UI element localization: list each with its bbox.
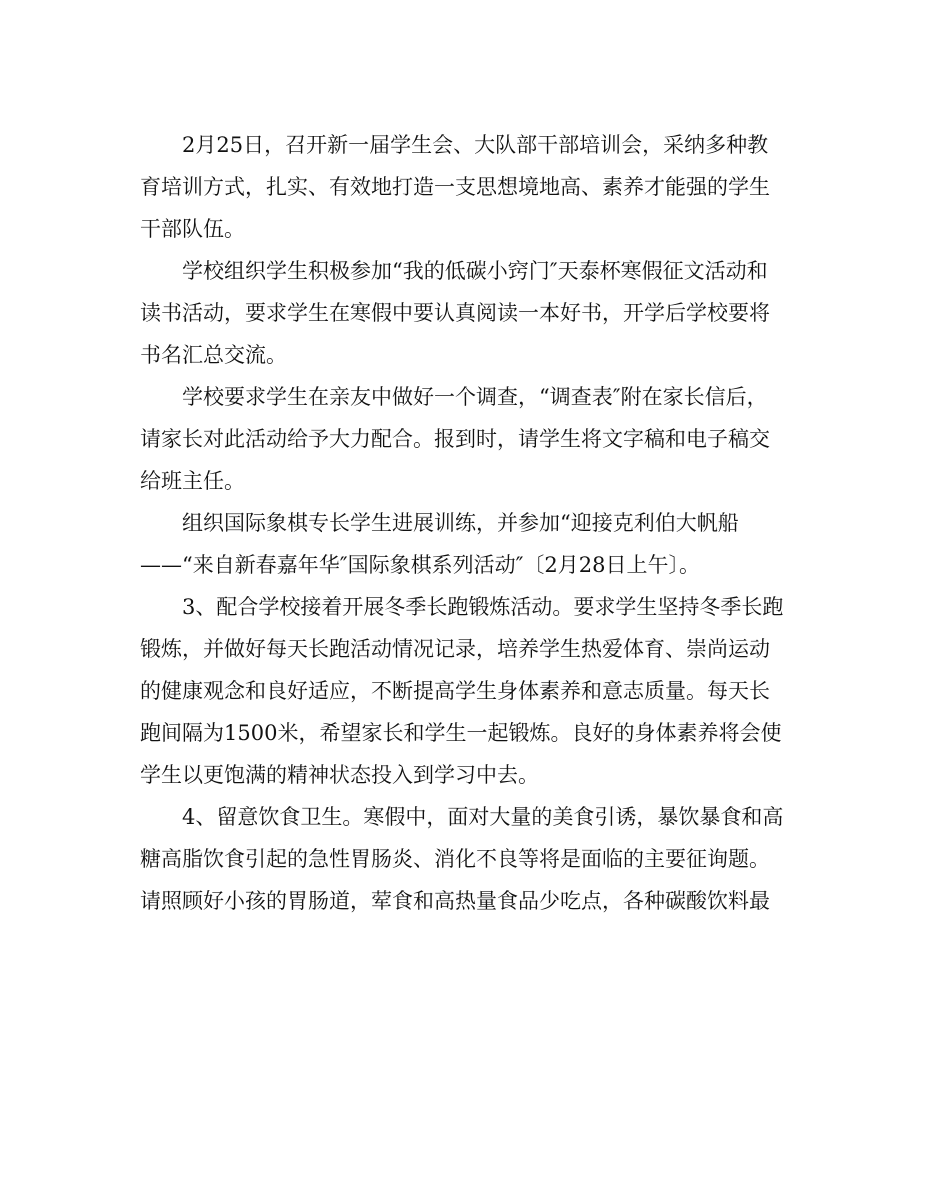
text-line: 锻炼，并做好每天长跑活动情况记录，培养学生热爱体育、崇尚运动 [140,637,770,661]
text-line: 4、留意饮食卫生。寒假中，面对大量的美食引诱，暴饮暴食和高 [182,805,784,829]
paragraph-essay-contest [140,250,810,376]
text-line: 跑间隔为1500米，希望家长和学生一起锻炼。良好的身体素养将会使 [140,721,782,745]
text-line: 组织国际象棋专长学生进展训练，并参加“迎接克利伯大帆船 [182,511,739,535]
paragraph-chess-activity [140,502,810,586]
text-line: 书名汇总交流。 [140,343,287,367]
text-line: ——“来自新春嘉年华″国际象棋系列活动″〔2月28日上午〕。 [140,553,701,577]
text-line: 给班主任。 [140,469,245,493]
text-line: 学生以更饱满的精神状态投入到学习中去。 [140,763,539,787]
text-line: 糖高脂饮食引起的急性胃肠炎、消化不良等将是面临的主要征询题。 [140,847,770,871]
document-body [140,124,810,922]
text-line: 读书活动，要求学生在寒假中要认真阅读一本好书，开学后学校要将 [140,301,770,325]
text-line: 干部队伍。 [140,217,245,241]
text-line: 2月25日，召开新一届学生会、大队部干部培训会，采纳多种教 [182,133,769,157]
text-line: 的健康观念和良好适应，不断提高学生身体素养和意志质量。每天长 [140,679,770,703]
text-line: 请家长对此活动给予大力配合。报到时，请学生将文字稿和电子稿交 [140,427,770,451]
text-line: 请照顾好小孩的胃肠道，荤食和高热量食品少吃点，各种碳酸饮料最 [140,889,770,913]
paragraph-cadre-training [140,124,810,250]
text-line: 育培训方式，扎实、有效地打造一支思想境地高、素养才能强的学生 [140,175,770,199]
paragraph-survey [140,376,810,502]
text-line: 3、配合学校接着开展冬季长跑锻炼活动。要求学生坚持冬季长跑 [182,595,784,619]
paragraph-diet-hygiene [140,796,810,922]
text-line: 学校要求学生在亲友中做好一个调查，“调查表″附在家长信后， [182,385,768,409]
paragraph-winter-running [140,586,810,796]
text-line: 学校组织学生积极参加“我的低碳小窍门″天泰杯寒假征文活动和 [182,259,768,283]
